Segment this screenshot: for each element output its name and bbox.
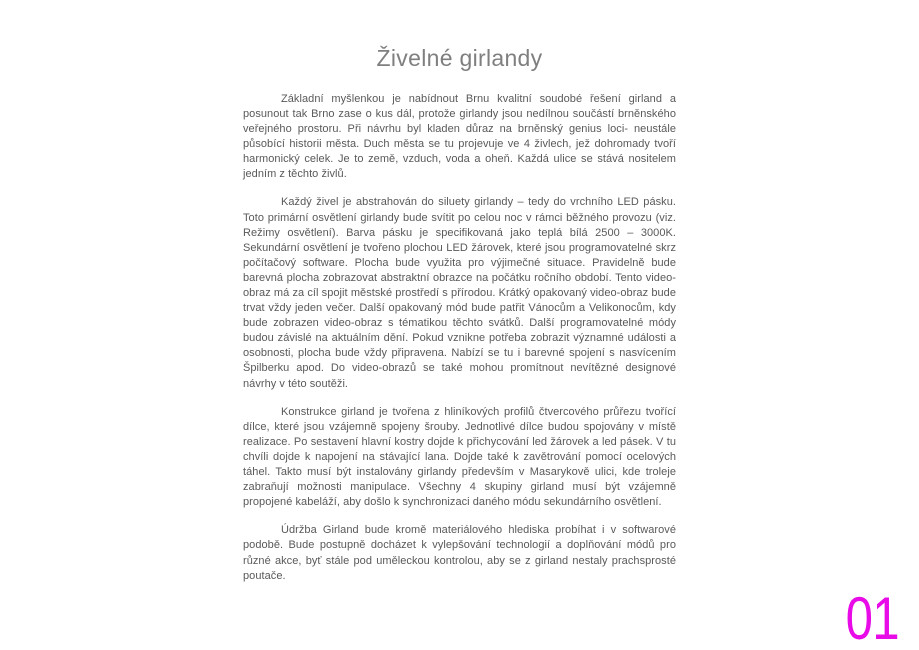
paragraph-maintenance: Údržba Girland bude kromě materiálového hlediska probíhat i v softwarové podobě. Bude postupně docházet k vylepšování technologií a doplňování módů pro různé akce, byť stále pod uměleckou kontrolou, aby se z girland nestaly prachsprosté poutače. — [243, 524, 676, 582]
page-title: Živelné girlandy — [376, 45, 543, 71]
paragraph-construction: Konstrukce girland je tvořena z hliníkových profilů čtvercového průřezu tvořící dílce, které jsou vzájemně spojeny šrouby. Jednotlivé dílce budou spojovány v místě realizace. Po sestavení hlavní kostry dojde k přichycování led žárovek a led pásek. V tu chvíli dojde k napojení na stávající lana. Dojde také k zavětrování pomocí ocelových táhel. Takto musí být instalovány girlandy především v Masarykově ulici, kde troleje zabraňují možnosti manipulace. Všechny 4 skupiny girland musí být vzájemně propojené kabeláží, aby došlo k synchronizaci daného módu sekundárního osvětlení. — [243, 405, 676, 509]
paragraph-introduction: Základní myšlenkou je nabídnout Brnu kvalitní soudobé řešení girland a posunout tak Brno zase o kus dál, protože girlandy jsou nedílnou součástí brněnského veřejného prostoru. Při návrhu byl kladen důraz na brněnský genius loci- neustále působící historii města. Duch města se tu projevuje ve 4 živlech, jež dohromady tvoří harmonický celek. Je to země, vzduch, voda a oheň. Každá ulice se stává nositelem jedním z těchto živlů. — [243, 92, 676, 181]
text-column — [243, 44, 676, 597]
paragraph-lighting: Každý živel je abstrahován do siluety girlandy – tedy do vrchního LED pásku. Toto primární osvětlení girlandy bude svítit po celou noc v rámci běžného provozu (viz. Režimy osvětlení). Barva pásku je specifikovaná jako teplá bílá 2500 – 3000K. Sekundární osvětlení je tvořeno plochou LED žárovek, které jsou programovatelné skrz počítačový software. Plocha bude využita pro výjimečné situace. Pravidelně bude barevná plocha zobrazovat abstraktní obrazce na počátku ročního období. Tento video-obraz má za cíl spojit městské prostředí s přírodou. Krátký opakovaný video-obraz bude trvat vždy jeden večer. Další opakovaný mód bude patřit Vánocům a Velikonocům, kdy bude zobrazen video-obraz s tématikou těchto svátků. Další programovatelné módy budou závislé na aktuálním dění. Pokud vznikne potřeba zobrazit významné události a osobnosti, plocha bude vždy připravena. Nabízí se tu i barevné spojení s nasvícením Špilberku apod. Do video-obrazů se také mohou promítnout nevítězné designové návrhy v této soutěži. — [243, 196, 676, 390]
body-text — [243, 92, 676, 584]
page-number: 01 — [845, 585, 899, 650]
